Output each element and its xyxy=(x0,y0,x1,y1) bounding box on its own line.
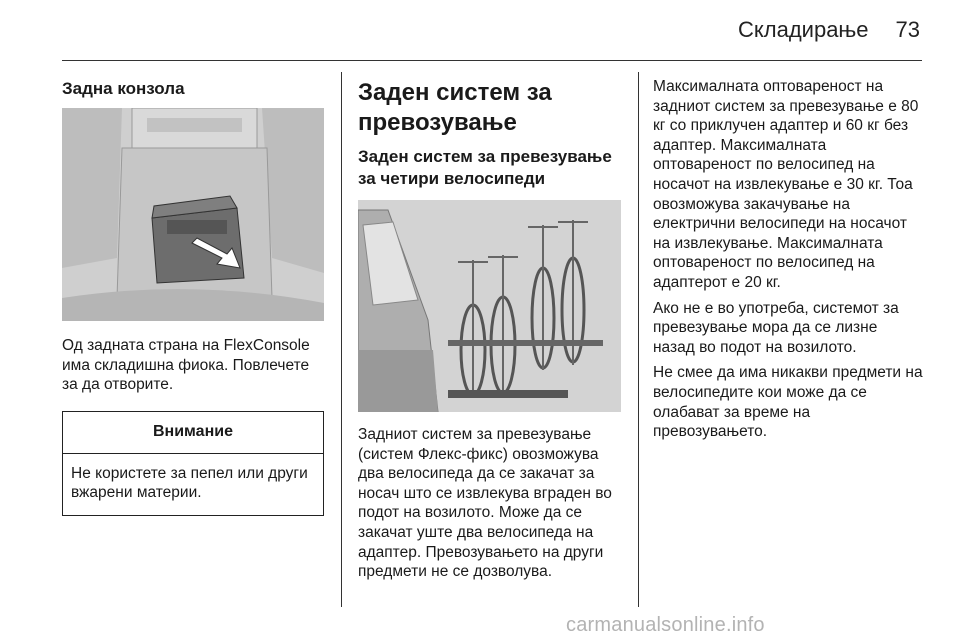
rear-console-illustration xyxy=(62,108,324,321)
section-heading-rear-console: Задна конзола xyxy=(62,79,185,98)
watermark: carmanualsonline.info xyxy=(566,614,765,636)
section-heading-rear-carrier: Заден систем за превозување xyxy=(358,79,552,136)
max-load-paragraph: Максималната оптовареност на задниот систем за превезување е 80 кг со приклучен адаптер и 60 кг без адаптер. Максималната оптовареност по велосипед на носачот на извлекување е 30 кг. Тоа овозможува закачување на електрични велосипеди на носачот на извлекување. Максималната оптовареност по велосипед на адаптерот е 20 кг. xyxy=(653,78,919,291)
console-drawer-drawing xyxy=(62,108,324,321)
warning-title: Внимание xyxy=(63,412,323,454)
four-bike-carrier-drawing xyxy=(358,200,621,412)
page-section-title: Складирање xyxy=(738,17,869,42)
storage-paragraph: Ако не е во употреба, системот за превезување мора да се лизне назад во подот на возилото. xyxy=(653,299,899,356)
left-column xyxy=(62,78,324,516)
rear-console-description: Од задната страна на FlexConsole има складишна фиока. Повлечете за да отворите. xyxy=(62,337,310,394)
bike-carrier-illustration xyxy=(358,200,621,412)
page-number: 73 xyxy=(895,17,920,42)
warning-text: Не користете за пепел или други вжарени материи. xyxy=(71,464,308,502)
column-divider-2 xyxy=(638,72,639,607)
header-divider xyxy=(62,60,922,61)
loose-items-paragraph: Не смее да има никакви предмети на велосипедите кои може да се олабават за време на превозувањето. xyxy=(653,364,923,441)
warning-box xyxy=(62,411,324,516)
column-divider-1 xyxy=(341,72,342,607)
carrier-description: Задниот систем за превезување (систем Флекс-фикс) овозможува два велосипеда да се закачат за носач што се извлекува вграден во подот на возилото. Може да се закачат уште два велосипеда на адаптер. Превозувањето на други предмети не се дозволува. xyxy=(358,426,612,581)
middle-column xyxy=(358,78,626,582)
right-column xyxy=(653,77,923,442)
subheading-four-bikes: Заден систем за превезување за четири велосипеди xyxy=(358,147,612,188)
